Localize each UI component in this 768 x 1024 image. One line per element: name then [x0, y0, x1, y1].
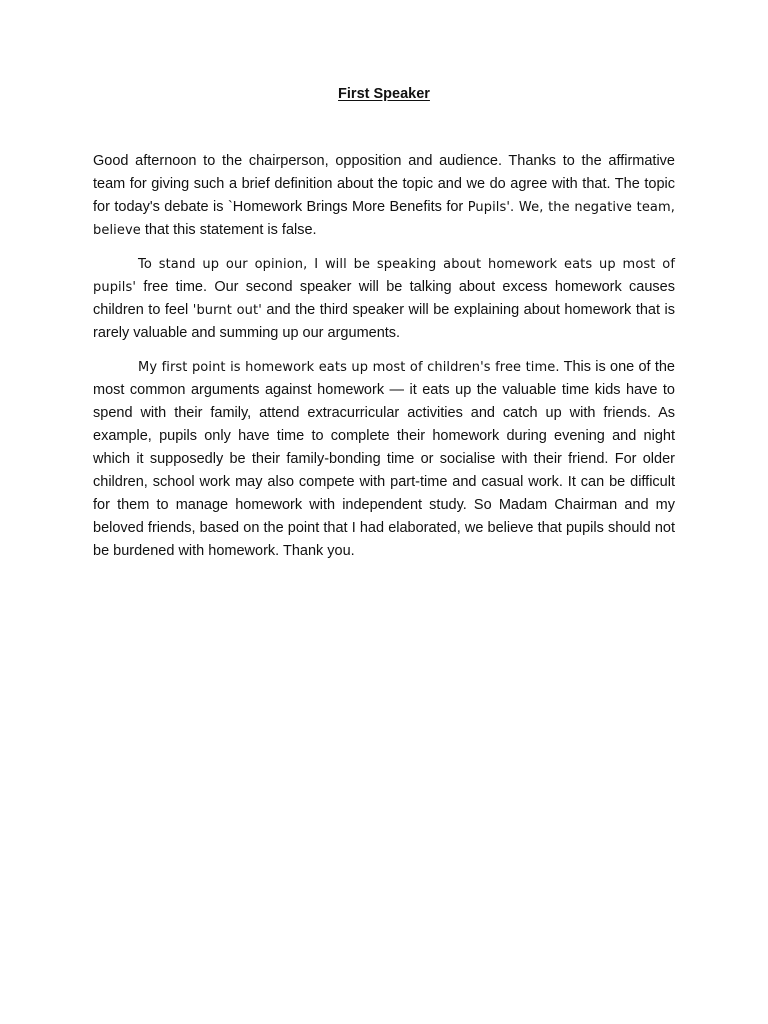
paragraph-segment: and the third speaker will be explaining about homework that is rarely valuable and summing up our arguments. — [93, 302, 675, 341]
paragraph-segment: that this statement is false. — [140, 222, 317, 238]
paragraph-segment: My first point is homework eats up most of children's free time. — [138, 360, 560, 375]
paragraph-first-point — [93, 356, 675, 563]
paragraph-segment: Pupils'. We, the negative team, believe — [93, 200, 675, 238]
paragraph-segment: This is one of the most common arguments against homework — it eats up the valuable time kids have to spend with their family, attend extracurricular activities and catch up with friends. As example, pupils only have time to complete their homework during evening and night which it supposedly be their family-bonding time or socialise with their friend. For older children, school work may also compete with part-time and casual work. It can be difficult for them to manage homework with independent study. So Madam Chairman and my beloved friends, based on the point that I had elaborated, we believe that pupils should not be burdened with homework. Thank you. — [93, 359, 675, 559]
paragraph-intro — [93, 150, 675, 242]
paragraph-outline — [93, 253, 675, 345]
document-title: First Speaker — [338, 86, 430, 102]
paragraph-segment: free time. Our second speaker will be talking about excess homework causes children to feel — [93, 279, 675, 318]
document-body — [93, 150, 675, 574]
paragraph-segment: 'burnt out' — [192, 303, 262, 318]
paragraph-segment: To stand up our opinion, I will be speaking about homework eats up most of pupils' — [93, 257, 675, 295]
paragraph-segment: Good afternoon to the chairperson, opposition and audience. Thanks to the affirmative team for giving such a brief definition about the topic and we do agree with that. The topic for today's debate is `Homework Brings More Benefits for — [93, 153, 675, 215]
